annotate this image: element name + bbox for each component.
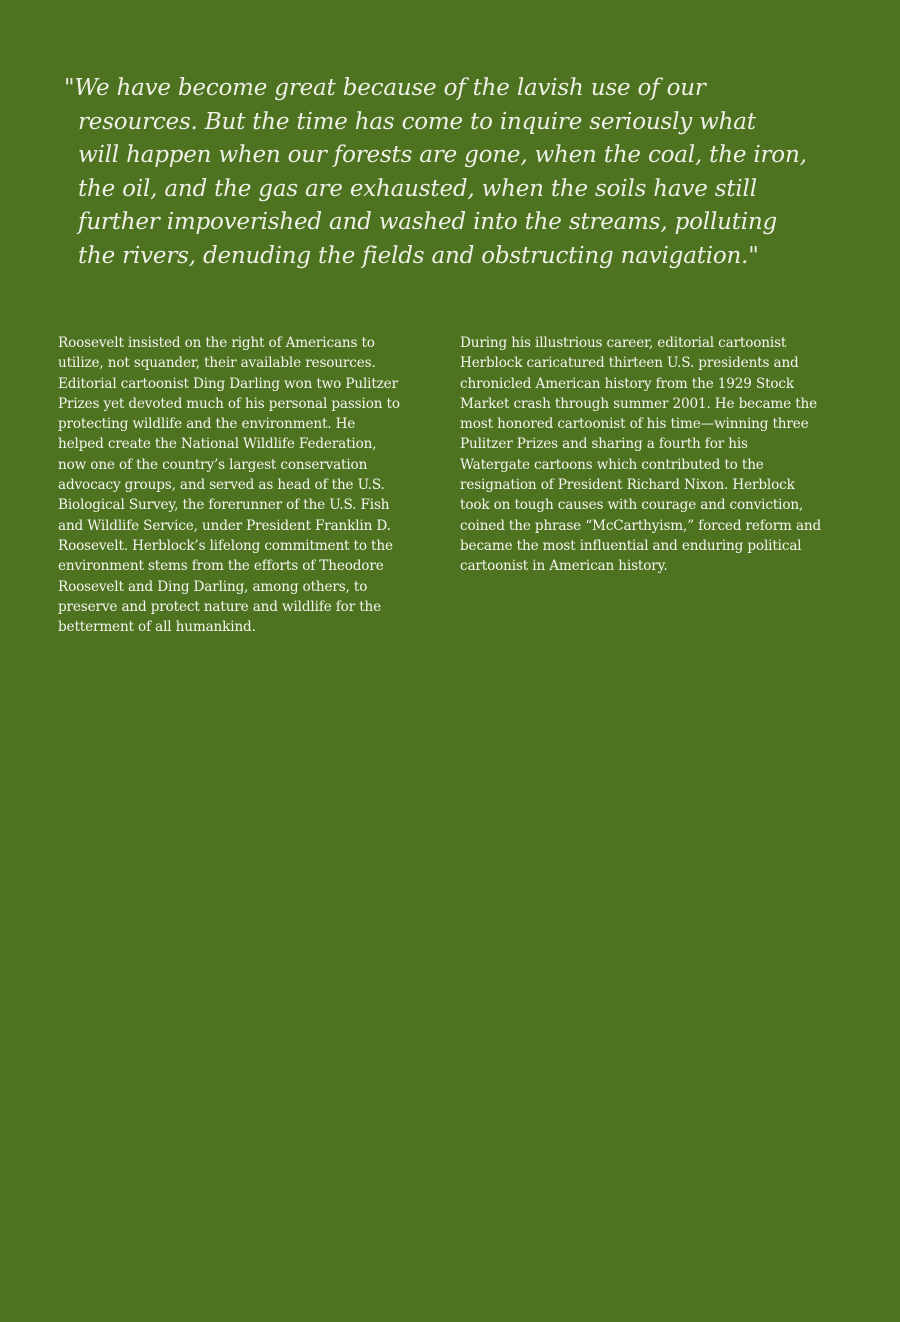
body-line: chronicled American history from the 1929 Stock (460, 375, 794, 392)
body-line: During his illustrious career, editorial cartoonist (460, 335, 787, 351)
body-line: coined the phrase “McCarthyism,” forced reform and (460, 517, 822, 534)
body-line: Roosevelt. Herblock’s lifelong commitment to the (58, 537, 393, 554)
body-line: Biological Survey, the forerunner of the U.S. Fish (58, 497, 390, 514)
body-line: Prizes yet devoted much of his personal passion to (58, 395, 400, 412)
quote-line: "We have become great because of the lavish use of our (64, 75, 706, 101)
quote-line: further impoverished and washed into the streams, polluting (78, 209, 778, 235)
quote-line: the rivers, denuding the fields and obstructing navigation." (78, 242, 759, 269)
body-line: preserve and protect nature and wildlife for the (58, 598, 382, 615)
body-line: cartoonist in American history. (460, 558, 668, 575)
body-line: now one of the country’s largest conservation (58, 456, 368, 473)
body-line: Watergate cartoons which contributed to the (460, 456, 764, 473)
body-line: utilize, not squander, their available resources. (58, 355, 376, 372)
body-line: environment stems from the efforts of Theodore (58, 558, 384, 575)
quote-line: the oil, and the gas are exhausted, when the soils have still (78, 175, 757, 202)
body-line: resignation of President Richard Nixon. Herblock (460, 477, 795, 494)
body-line: most honored cartoonist of his time—winning three (460, 416, 809, 433)
body-line: and Wildlife Service, under President Franklin D. (58, 517, 391, 534)
body-line: protecting wildlife and the environment. He (58, 416, 356, 433)
body-line: took on tough causes with courage and conviction, (460, 497, 804, 514)
body-line: Editorial cartoonist Ding Darling won two Pulitzer (58, 375, 398, 392)
body-line: Roosevelt insisted on the right of Americans to (58, 335, 375, 351)
body-line: advocacy groups, and served as head of the U.S. (58, 477, 385, 494)
body-line: became the most influential and enduring political (460, 537, 802, 554)
body-line: Herblock caricatured thirteen U.S. presidents and (460, 355, 799, 372)
body-line: helped create the National Wildlife Federation, (58, 436, 377, 453)
quote-line: will happen when our forests are gone, when the coal, the iron, (78, 142, 807, 168)
body-line: Roosevelt and Ding Darling, among others, to (58, 578, 368, 595)
quote-line: resources. But the time has come to inquire seriously what (78, 108, 756, 135)
body-line: Pulitzer Prizes and sharing a fourth for his (460, 436, 748, 453)
body-line: Market crash through summer 2001. He became the (460, 395, 818, 412)
pull-quote (64, 72, 864, 273)
body-line: betterment of all humankind. (58, 619, 256, 636)
body-column-left (58, 333, 438, 637)
body-column-right (460, 333, 860, 577)
